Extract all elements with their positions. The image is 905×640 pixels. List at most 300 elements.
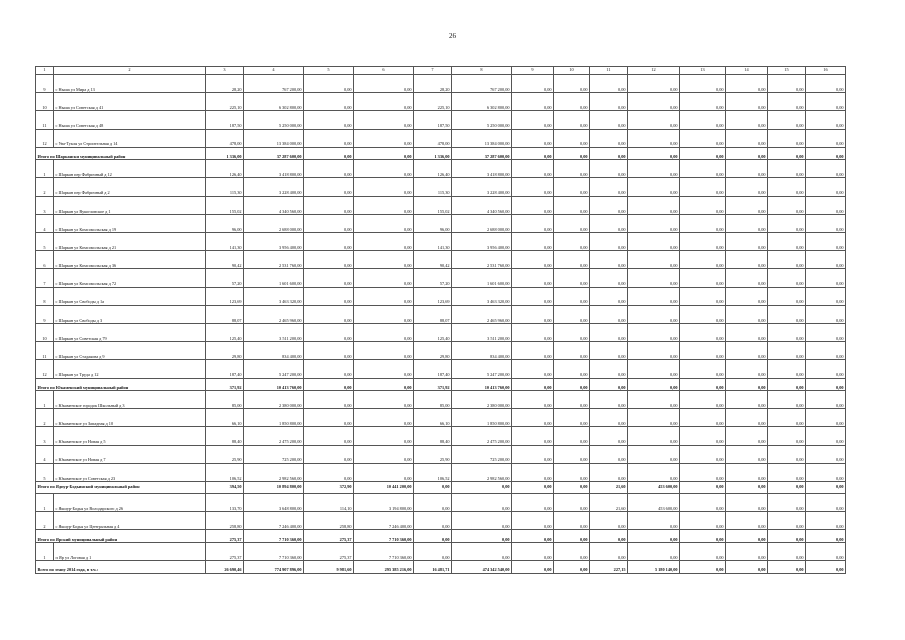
value-cell: 0,00 bbox=[512, 269, 554, 287]
value-cell: 0,00 bbox=[590, 269, 628, 287]
value-cell: 0,00 bbox=[726, 427, 768, 445]
value-cell: 0,00 bbox=[304, 269, 354, 287]
summary-value-cell: 10 413 760,00 bbox=[244, 378, 304, 391]
value-cell: 0,00 bbox=[628, 305, 680, 323]
table-row bbox=[36, 342, 846, 360]
value-cell: 0,00 bbox=[680, 111, 726, 129]
column-header: 9 bbox=[512, 67, 554, 75]
value-cell: 0,00 bbox=[628, 323, 680, 341]
value-cell: 2 380 000,00 bbox=[452, 391, 512, 409]
value-cell: 0,00 bbox=[628, 542, 680, 560]
value-cell: 0,00 bbox=[768, 93, 806, 111]
value-cell: 0,00 bbox=[512, 342, 554, 360]
summary-value-cell: 0,00 bbox=[452, 481, 512, 493]
value-cell: 225,10 bbox=[206, 93, 244, 111]
value-cell: 0,00 bbox=[726, 342, 768, 360]
value-cell: 0,00 bbox=[806, 409, 846, 427]
summary-value-cell: 0,00 bbox=[806, 378, 846, 391]
table-row bbox=[36, 305, 846, 323]
value-cell: 0,00 bbox=[726, 111, 768, 129]
value-cell: 0,00 bbox=[512, 93, 554, 111]
address-cell: с Шаркан ул Комсомольская д 36 bbox=[54, 251, 206, 269]
value-cell: 0,00 bbox=[590, 287, 628, 305]
value-cell: 0,00 bbox=[304, 233, 354, 251]
summary-value-cell: 371,92 bbox=[206, 378, 244, 391]
value-cell: 2 531 760,00 bbox=[452, 251, 512, 269]
column-header: 5 bbox=[304, 67, 354, 75]
summary-row bbox=[36, 561, 846, 574]
summary-value-cell: 0,00 bbox=[768, 530, 806, 543]
table-row bbox=[36, 445, 846, 463]
value-cell: 1 850 800,00 bbox=[452, 409, 512, 427]
value-cell: 0,00 bbox=[768, 178, 806, 196]
value-cell: 2 465 960,00 bbox=[452, 305, 512, 323]
summary-row bbox=[36, 147, 846, 160]
summary-value-cell: 0,00 bbox=[680, 530, 726, 543]
value-cell: 0,00 bbox=[590, 360, 628, 378]
value-cell: 0,00 bbox=[806, 129, 846, 147]
value-cell: 0,00 bbox=[768, 111, 806, 129]
value-cell: 2 531 760,00 bbox=[244, 251, 304, 269]
value-cell: 125,40 bbox=[206, 323, 244, 341]
value-cell: 0,00 bbox=[512, 233, 554, 251]
value-cell: 0,00 bbox=[590, 427, 628, 445]
value-cell: 0,00 bbox=[304, 427, 354, 445]
summary-value-cell: 0,00 bbox=[304, 378, 354, 391]
value-cell: 13 384 000,00 bbox=[244, 129, 304, 147]
summary-value-cell: 0,00 bbox=[806, 481, 846, 493]
summary-value-cell: 0,00 bbox=[768, 481, 806, 493]
value-cell: 0,00 bbox=[680, 512, 726, 530]
value-cell: 28,20 bbox=[206, 75, 244, 93]
value-cell: 0,00 bbox=[806, 512, 846, 530]
value-cell: 0,00 bbox=[554, 178, 590, 196]
value-cell: 0,00 bbox=[628, 512, 680, 530]
value-cell: 0,00 bbox=[680, 75, 726, 93]
row-index: 4 bbox=[36, 445, 54, 463]
summary-value-cell: 37 287 600,00 bbox=[244, 147, 304, 160]
value-cell: 0,00 bbox=[354, 75, 414, 93]
value-cell: 0,00 bbox=[304, 342, 354, 360]
value-cell: 0,00 bbox=[554, 445, 590, 463]
value-cell: 0,00 bbox=[628, 463, 680, 481]
value-cell: 114,10 bbox=[304, 493, 354, 511]
value-cell: 0,00 bbox=[304, 323, 354, 341]
value-cell: 25,90 bbox=[414, 445, 452, 463]
value-cell: 0,00 bbox=[304, 196, 354, 214]
value-cell: 0,00 bbox=[768, 512, 806, 530]
value-cell: 0,00 bbox=[628, 391, 680, 409]
value-cell: 155,02 bbox=[414, 196, 452, 214]
value-cell: 0,00 bbox=[354, 287, 414, 305]
value-cell: 0,00 bbox=[768, 269, 806, 287]
value-cell: 0,00 bbox=[452, 493, 512, 511]
summary-value-cell: 371,92 bbox=[414, 378, 452, 391]
summary-value-cell: 474 342 540,00 bbox=[452, 561, 512, 574]
value-cell: 0,00 bbox=[628, 93, 680, 111]
value-cell: 0,00 bbox=[590, 111, 628, 129]
value-cell: 0,00 bbox=[304, 93, 354, 111]
value-cell: 0,00 bbox=[628, 409, 680, 427]
value-cell: 3 463 320,00 bbox=[452, 287, 512, 305]
value-cell: 0,00 bbox=[768, 391, 806, 409]
value-cell: 123,69 bbox=[414, 287, 452, 305]
row-index: 1 bbox=[36, 493, 54, 511]
summary-value-cell: 0,00 bbox=[554, 378, 590, 391]
summary-value-cell: 0,00 bbox=[414, 481, 452, 493]
summary-value-cell: 295 385 216,00 bbox=[354, 561, 414, 574]
value-cell: 0,00 bbox=[354, 196, 414, 214]
column-header: 1 bbox=[36, 67, 54, 75]
summary-value-cell: 0,00 bbox=[628, 147, 680, 160]
column-header: 7 bbox=[414, 67, 452, 75]
value-cell: 0,00 bbox=[354, 305, 414, 323]
value-cell: 0,00 bbox=[354, 111, 414, 129]
value-cell: 0,00 bbox=[768, 251, 806, 269]
value-cell: 0,00 bbox=[680, 287, 726, 305]
value-cell: 0,00 bbox=[806, 427, 846, 445]
value-cell: 0,00 bbox=[726, 463, 768, 481]
column-header: 3 bbox=[206, 67, 244, 75]
table-row bbox=[36, 287, 846, 305]
value-cell: 0,00 bbox=[726, 251, 768, 269]
value-cell: 0,00 bbox=[628, 111, 680, 129]
value-cell: 0,00 bbox=[628, 269, 680, 287]
value-cell: 0,00 bbox=[304, 305, 354, 323]
value-cell: 4 340 560,00 bbox=[452, 196, 512, 214]
address-cell: с Шаркан ул Комсомольская д 21 bbox=[54, 233, 206, 251]
value-cell: 0,00 bbox=[414, 512, 452, 530]
value-cell: 88,40 bbox=[206, 427, 244, 445]
summary-value-cell: 0,00 bbox=[590, 378, 628, 391]
value-cell: 0,00 bbox=[768, 287, 806, 305]
value-cell: 0,00 bbox=[590, 214, 628, 232]
column-header: 4 bbox=[244, 67, 304, 75]
summary-label: Итого по Шаркански муниципальный район bbox=[36, 147, 206, 160]
value-cell: 0,00 bbox=[680, 463, 726, 481]
table-row bbox=[36, 214, 846, 232]
value-cell: 258,80 bbox=[206, 512, 244, 530]
row-index: 1 bbox=[36, 160, 54, 178]
row-index: 7 bbox=[36, 269, 54, 287]
value-cell: 0,00 bbox=[806, 196, 846, 214]
value-cell: 5 247 200,00 bbox=[244, 360, 304, 378]
value-cell: 0,00 bbox=[554, 342, 590, 360]
value-cell: 725 200,00 bbox=[244, 445, 304, 463]
value-cell: 0,00 bbox=[806, 287, 846, 305]
row-index: 3 bbox=[36, 427, 54, 445]
value-cell: 3 511 200,00 bbox=[244, 323, 304, 341]
address-cell: с Шаркан ул Комсомольская д 19 bbox=[54, 214, 206, 232]
summary-value-cell: 0,00 bbox=[726, 378, 768, 391]
address-cell: с Ныша ул Советская д 41 bbox=[54, 93, 206, 111]
summary-value-cell: 0,00 bbox=[554, 530, 590, 543]
value-cell: 0,00 bbox=[452, 542, 512, 560]
value-cell: 0,00 bbox=[554, 251, 590, 269]
address-cell: с Шаркан пер Фабричный д 2 bbox=[54, 178, 206, 196]
value-cell: 0,00 bbox=[680, 178, 726, 196]
summary-value-cell: 0,00 bbox=[512, 147, 554, 160]
summary-value-cell: 26 690,46 bbox=[206, 561, 244, 574]
column-header: 6 bbox=[354, 67, 414, 75]
value-cell: 3 418 800,00 bbox=[244, 160, 304, 178]
summary-label: Итого по Юкаменский муниципальный район bbox=[36, 378, 206, 391]
value-cell: 0,00 bbox=[680, 305, 726, 323]
value-cell: 3 463 320,00 bbox=[244, 287, 304, 305]
value-cell: 0,00 bbox=[590, 160, 628, 178]
value-cell: 3 418 800,00 bbox=[452, 160, 512, 178]
value-cell: 0,00 bbox=[512, 111, 554, 129]
table-row bbox=[36, 233, 846, 251]
value-cell: 0,00 bbox=[680, 160, 726, 178]
value-cell: 90,42 bbox=[414, 251, 452, 269]
summary-value-cell: 0,00 bbox=[304, 147, 354, 160]
value-cell: 0,00 bbox=[768, 196, 806, 214]
value-cell: 0,00 bbox=[680, 427, 726, 445]
table-row bbox=[36, 427, 846, 445]
value-cell: 3 956 400,00 bbox=[452, 233, 512, 251]
value-cell: 0,00 bbox=[628, 233, 680, 251]
value-cell: 478,00 bbox=[206, 129, 244, 147]
value-cell: 0,00 bbox=[554, 427, 590, 445]
table-body bbox=[36, 75, 846, 574]
value-cell: 0,00 bbox=[512, 542, 554, 560]
row-index: 2 bbox=[36, 409, 54, 427]
value-cell: 0,00 bbox=[680, 542, 726, 560]
value-cell: 0,00 bbox=[354, 251, 414, 269]
summary-value-cell: 0,00 bbox=[354, 147, 414, 160]
value-cell: 0,00 bbox=[304, 463, 354, 481]
column-header: 16 bbox=[806, 67, 846, 75]
value-cell: 5 250 000,00 bbox=[244, 111, 304, 129]
summary-value-cell: 0,00 bbox=[680, 378, 726, 391]
value-cell: 0,00 bbox=[512, 214, 554, 232]
row-index: 9 bbox=[36, 305, 54, 323]
table-header bbox=[36, 67, 846, 75]
column-header: 8 bbox=[452, 67, 512, 75]
value-cell: 0,00 bbox=[512, 427, 554, 445]
value-cell: 3 228 400,00 bbox=[244, 178, 304, 196]
summary-value-cell: 1 336,00 bbox=[206, 147, 244, 160]
table-row bbox=[36, 75, 846, 93]
value-cell: 0,00 bbox=[726, 75, 768, 93]
summary-value-cell: 37 287 600,00 bbox=[452, 147, 512, 160]
table-row bbox=[36, 542, 846, 560]
value-cell: 0,00 bbox=[554, 287, 590, 305]
value-cell: 0,00 bbox=[726, 493, 768, 511]
row-index: 12 bbox=[36, 129, 54, 147]
value-cell: 57,20 bbox=[206, 269, 244, 287]
value-cell: 126,40 bbox=[206, 160, 244, 178]
value-cell: 0,00 bbox=[806, 214, 846, 232]
value-cell: 1 850 800,00 bbox=[244, 409, 304, 427]
value-cell: 0,00 bbox=[806, 542, 846, 560]
address-cell: с Якшур-Бодья ул Центральная д 4 bbox=[54, 512, 206, 530]
summary-label: Итого по Ядпур-Бодьинский муниципальный район bbox=[36, 481, 206, 493]
address-cell: с Шаркан ул Свободы д 3 bbox=[54, 305, 206, 323]
value-cell: 0,00 bbox=[354, 178, 414, 196]
column-header: 14 bbox=[726, 67, 768, 75]
column-header: 10 bbox=[554, 67, 590, 75]
value-cell: 2 475 200,00 bbox=[244, 427, 304, 445]
summary-value-cell: 0,00 bbox=[554, 481, 590, 493]
value-cell: 141,30 bbox=[414, 233, 452, 251]
value-cell: 0,00 bbox=[726, 305, 768, 323]
address-cell: с Шаркан ул Труда д 12 bbox=[54, 360, 206, 378]
value-cell: 0,00 bbox=[768, 305, 806, 323]
value-cell: 0,00 bbox=[806, 445, 846, 463]
table-row bbox=[36, 196, 846, 214]
value-cell: 0,00 bbox=[354, 445, 414, 463]
value-cell: 88,07 bbox=[206, 305, 244, 323]
summary-value-cell: 0,00 bbox=[554, 147, 590, 160]
value-cell: 0,00 bbox=[726, 360, 768, 378]
value-cell: 66,10 bbox=[414, 409, 452, 427]
row-index: 10 bbox=[36, 93, 54, 111]
column-header: 15 bbox=[768, 67, 806, 75]
value-cell: 0,00 bbox=[628, 129, 680, 147]
summary-value-cell: 372,90 bbox=[304, 481, 354, 493]
row-index: 11 bbox=[36, 342, 54, 360]
summary-value-cell: 275,37 bbox=[304, 530, 354, 543]
value-cell: 126,40 bbox=[414, 160, 452, 178]
table-row bbox=[36, 160, 846, 178]
value-cell: 0,00 bbox=[768, 409, 806, 427]
value-cell: 187,50 bbox=[414, 111, 452, 129]
summary-value-cell: 227,15 bbox=[590, 561, 628, 574]
value-cell: 0,00 bbox=[806, 178, 846, 196]
summary-value-cell: 0,00 bbox=[726, 481, 768, 493]
value-cell: 0,00 bbox=[680, 269, 726, 287]
column-header: 12 bbox=[628, 67, 680, 75]
value-cell: 88,40 bbox=[414, 427, 452, 445]
value-cell: 0,00 bbox=[554, 542, 590, 560]
value-cell: 0,00 bbox=[554, 111, 590, 129]
value-cell: 0,00 bbox=[554, 360, 590, 378]
value-cell: 0,00 bbox=[354, 214, 414, 232]
address-cell: с Шаркан ул Свободы д 1а bbox=[54, 287, 206, 305]
value-cell: 0,00 bbox=[554, 391, 590, 409]
address-cell: с Ува-Тукля ул Строительная д 14 bbox=[54, 129, 206, 147]
row-index: 1 bbox=[36, 391, 54, 409]
value-cell: 0,00 bbox=[680, 409, 726, 427]
value-cell: 0,00 bbox=[554, 305, 590, 323]
value-cell: 0,00 bbox=[628, 178, 680, 196]
summary-value-cell: 0,00 bbox=[806, 147, 846, 160]
value-cell: 0,00 bbox=[768, 360, 806, 378]
value-cell: 0,00 bbox=[512, 178, 554, 196]
value-cell: 13 384 000,00 bbox=[452, 129, 512, 147]
value-cell: 0,00 bbox=[512, 445, 554, 463]
value-cell: 0,00 bbox=[726, 391, 768, 409]
value-cell: 0,00 bbox=[726, 129, 768, 147]
value-cell: 0,00 bbox=[680, 323, 726, 341]
summary-value-cell: 0,00 bbox=[628, 530, 680, 543]
summary-value-cell: 10 441 200,00 bbox=[354, 481, 414, 493]
value-cell: 0,00 bbox=[806, 233, 846, 251]
value-cell: 0,00 bbox=[590, 342, 628, 360]
value-cell: 0,00 bbox=[304, 445, 354, 463]
address-cell: с Шаркан ул Вукогловское д 1 bbox=[54, 196, 206, 214]
value-cell: 141,30 bbox=[206, 233, 244, 251]
summary-value-cell: 0,00 bbox=[680, 147, 726, 160]
table-row bbox=[36, 111, 846, 129]
summary-value-cell: 0,00 bbox=[726, 147, 768, 160]
value-cell: 0,00 bbox=[628, 214, 680, 232]
summary-value-cell: 5 180 140,00 bbox=[628, 561, 680, 574]
value-cell: 0,00 bbox=[512, 463, 554, 481]
table-row bbox=[36, 493, 846, 511]
value-cell: 0,00 bbox=[726, 445, 768, 463]
value-cell: 2 688 000,00 bbox=[452, 214, 512, 232]
value-cell: 0,00 bbox=[554, 233, 590, 251]
value-cell: 0,00 bbox=[304, 178, 354, 196]
value-cell: 0,00 bbox=[726, 409, 768, 427]
value-cell: 3 228 400,00 bbox=[452, 178, 512, 196]
value-cell: 0,00 bbox=[554, 160, 590, 178]
table-row bbox=[36, 129, 846, 147]
value-cell: 0,00 bbox=[806, 160, 846, 178]
summary-value-cell: 0,00 bbox=[354, 378, 414, 391]
value-cell: 0,00 bbox=[680, 493, 726, 511]
table-row bbox=[36, 409, 846, 427]
row-index: 4 bbox=[36, 214, 54, 232]
row-index: 1 bbox=[36, 542, 54, 560]
value-cell: 0,00 bbox=[512, 75, 554, 93]
value-cell: 0,00 bbox=[806, 463, 846, 481]
value-cell: 2 982 560,00 bbox=[452, 463, 512, 481]
value-cell: 0,00 bbox=[806, 75, 846, 93]
value-cell: 0,00 bbox=[726, 214, 768, 232]
summary-row bbox=[36, 530, 846, 543]
value-cell: 96,00 bbox=[206, 214, 244, 232]
value-cell: 7 710 360,00 bbox=[244, 542, 304, 560]
summary-value-cell: 774 907 896,00 bbox=[244, 561, 304, 574]
value-cell: 0,00 bbox=[512, 196, 554, 214]
value-cell: 0,00 bbox=[806, 391, 846, 409]
summary-value-cell: 0,00 bbox=[512, 481, 554, 493]
row-index: 2 bbox=[36, 512, 54, 530]
summary-value-cell: 0,00 bbox=[768, 561, 806, 574]
value-cell: 0,00 bbox=[414, 493, 452, 511]
value-cell: 85,00 bbox=[206, 391, 244, 409]
value-cell: 7 246 400,00 bbox=[244, 512, 304, 530]
value-cell: 29,80 bbox=[414, 342, 452, 360]
value-cell: 0,00 bbox=[354, 427, 414, 445]
value-cell: 0,00 bbox=[590, 178, 628, 196]
value-cell: 767 200,00 bbox=[244, 75, 304, 93]
table-row bbox=[36, 323, 846, 341]
value-cell: 225,10 bbox=[414, 93, 452, 111]
table-row bbox=[36, 360, 846, 378]
value-cell: 0,00 bbox=[354, 269, 414, 287]
value-cell: 0,00 bbox=[512, 251, 554, 269]
value-cell: 0,00 bbox=[768, 214, 806, 232]
value-cell: 0,00 bbox=[554, 269, 590, 287]
value-cell: 0,00 bbox=[768, 463, 806, 481]
table-row bbox=[36, 512, 846, 530]
value-cell: 0,00 bbox=[768, 75, 806, 93]
value-cell: 3 648 800,00 bbox=[244, 493, 304, 511]
value-cell: 0,00 bbox=[554, 323, 590, 341]
value-cell: 478,00 bbox=[414, 129, 452, 147]
value-cell: 133,70 bbox=[206, 493, 244, 511]
value-cell: 0,00 bbox=[512, 409, 554, 427]
value-cell: 0,00 bbox=[512, 287, 554, 305]
value-cell: 0,00 bbox=[354, 409, 414, 427]
summary-value-cell: 0,00 bbox=[768, 378, 806, 391]
value-cell: 0,00 bbox=[806, 111, 846, 129]
